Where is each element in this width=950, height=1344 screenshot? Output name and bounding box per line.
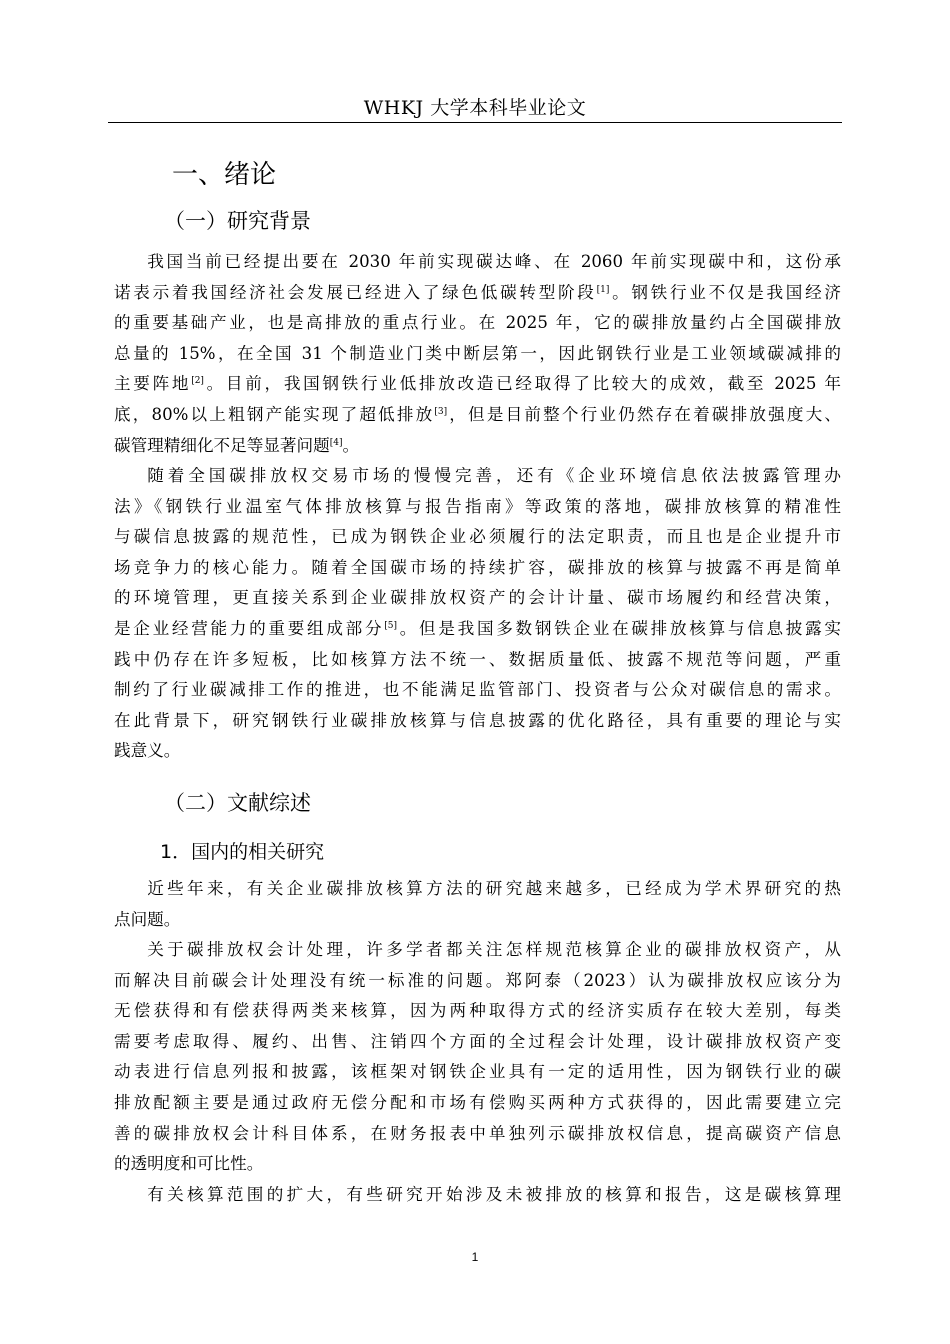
chapter-heading: 一、绪论: [172, 160, 277, 190]
running-header: WHKJ 大学本科毕业论文: [363, 97, 587, 119]
text-line: 排放配额主要是通过政府无偿分配和市场有偿购买两种方式获得的，因此需要建立完: [114, 1092, 841, 1112]
citation-1: [1]: [596, 284, 610, 295]
section-heading-literature-review: （二）文献综述: [164, 791, 311, 815]
text-line: 践意义。: [114, 741, 181, 761]
text-line: 无偿获得和有偿获得两类来核算，因为两种取得方式的经济实质存在较大差别，每类: [114, 1001, 841, 1021]
citation-2: [2]: [191, 376, 204, 387]
text-line: 碳管理精细化不足等显著问题[4]。: [114, 435, 360, 455]
text-line: 我国当前已经提出要在 2030 年前实现碳达峰、在 2060 年前实现碳中和，这份承: [147, 252, 841, 271]
text-line: 践中仍存在许多短板，比如核算方法不统一、数据质量低、披露不规范等问题，严重: [114, 649, 841, 669]
paragraph-review-3: [114, 1180, 841, 1211]
text-line: 在此背景下，研究钢铁行业碳排放核算与信息披露的优化路径，具有重要的理论与实: [114, 710, 841, 730]
text-line: 制约了行业碳减排工作的推进，也不能满足监管部门、投资者与公众对碳信息的需求。: [114, 680, 841, 700]
page-number: 1: [471, 1250, 479, 1264]
citation-3: [3]: [434, 406, 448, 417]
text-line: 的重要基础产业，也是高排放的重点行业。在 2025 年，它的碳排放量约占全国碳排放: [114, 313, 841, 333]
text-line: 底，80%以上粗钢产能实现了超低排放[3]，但是目前整个行业仍然存在着碳排放强度大、: [114, 404, 842, 424]
text-line: 动表进行信息列报和披露，该框架对钢铁企业具有一定的适用性，因为钢铁行业的碳: [114, 1062, 841, 1082]
text-line: 主要阵地[2]。目前，我国钢铁行业低排放改造已经取得了比较大的成效，截至 2025 年: [114, 374, 841, 394]
text-line: 善的碳排放权会计科目体系，在财务报表中单独列示碳排放权信息，提高碳资产信息: [114, 1123, 841, 1143]
citation-5: [5]: [384, 620, 398, 631]
text-line: 与碳信息披露的规范性，已成为钢铁企业必须履行的法定职责，而且也是企业提升市: [114, 527, 841, 547]
paragraph-background-1: [114, 247, 841, 461]
header-rule: [108, 122, 842, 123]
paragraph-review-2: [114, 935, 841, 1180]
paragraph-review-1: [114, 874, 841, 935]
text-line: 场竞争力的核心能力。随着全国碳市场的持续扩容，碳排放的核算与披露不再是简单: [114, 557, 841, 577]
text-line: 是企业经营能力的重要组成部分[5]。但是我国多数钢铁企业在碳排放核算与信息披露实: [114, 618, 842, 638]
text-line: 随着全国碳排放权交易市场的慢慢完善，还有《企业环境信息依法披露管理办: [147, 466, 841, 485]
text-line: 的环境管理，更直接关系到企业碳排放权资产的会计计量、碳市场履约和经营决策，: [114, 588, 841, 608]
text-line: 关于碳排放权会计处理，许多学者都关注怎样规范核算企业的碳排放权资产，从: [147, 940, 841, 959]
text-line: 诺表示着我国经济社会发展已经进入了绿色低碳转型阶段[1]。钢铁行业不仅是我国经济: [114, 282, 842, 302]
text-line: 的透明度和可比性。: [114, 1154, 264, 1174]
text-line: 而解决目前碳会计处理没有统一标准的问题。郑阿泰（2023）认为碳排放权应该分为: [114, 970, 841, 990]
citation-4: [4]: [329, 437, 343, 448]
subsection-heading-domestic-research: 1．国内的相关研究: [160, 841, 325, 863]
text-line: 法》《钢铁行业温室气体排放核算与报告指南》等政策的落地，碳排放核算的精准性: [114, 496, 841, 516]
text-line: 点问题。: [114, 909, 181, 929]
text-line: 总量的 15%，在全国 31 个制造业门类中断层第一，因此钢铁行业是工业领域碳减排的: [114, 343, 841, 363]
text-line: 需要考虑取得、履约、出售、注销四个方面的全过程会计处理，设计碳排放权资产变: [114, 1031, 841, 1051]
section-heading-research-background: （一）研究背景: [164, 209, 311, 233]
text-line: 近些年来，有关企业碳排放核算方法的研究越来越多，已经成为学术界研究的热: [147, 879, 841, 898]
paragraph-background-2: [114, 461, 841, 767]
text-line: 有关核算范围的扩大，有些研究开始涉及未被排放的核算和报告，这是碳核算理: [147, 1185, 841, 1204]
